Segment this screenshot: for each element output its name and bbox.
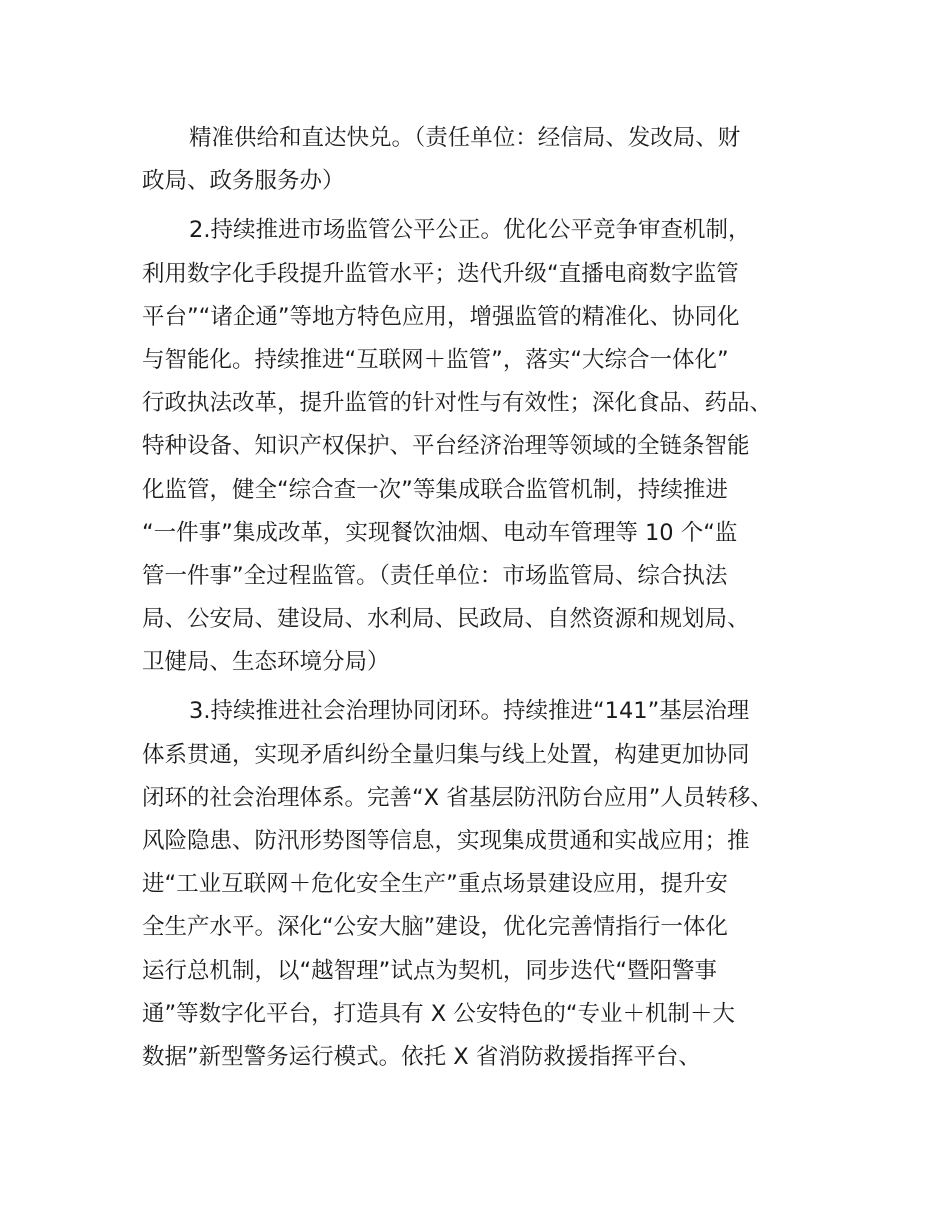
document-body [142,117,822,1079]
paragraph-1 [142,117,822,203]
text-line: 数据”新型警务运行模式。依托 X 省消防救援指挥平台、 [142,1043,701,1070]
text-line: 风险隐患、防汛形势图等信息，实现集成贯通和实战应用；推 [142,828,750,854]
text-line: “一件事”集成改革，实现餐饮油烟、电动车管理等 10 个“监 [142,519,738,546]
text-line: 卫健局、生态环境分局） [142,649,390,676]
text-line: 化监管，健全“综合查一次”等集成联合监管机制，持续推进 [142,476,728,503]
paragraph-3 [142,690,822,1079]
text-line: 局、公安局、建设局、水利局、民政局、自然资源和规划局、 [142,606,750,633]
text-line: 进“工业互联网＋危化安全生产”重点场景建设应用，提升安 [142,871,728,898]
text-line: 闭环的社会治理体系。完善“X 省基层防汛防台应用”人员转移、 [142,784,773,811]
text-line: 平台”“诸企通”等地方特色应用，增强监管的精准化、协同化 [142,303,740,330]
text-line: 管一件事”全过程监管。（责任单位：市场监管局、综合执法 [142,562,728,589]
text-line: 与智能化。持续推进“互联网＋监管”，落实“大综合一体化” [142,346,729,373]
text-line: 精准供给和直达快兑。（责任单位：经信局、发改局、财 [189,125,741,151]
text-line: 利用数字化手段提升监管水平；迭代升级“直播电商数字监管 [142,260,739,287]
text-line: 体系贯通，实现矛盾纠纷全量归集与线上处置，构建更加协同 [142,741,750,768]
text-line: 3.持续推进社会治理协同闭环。持续推进“141”基层治理 [189,698,750,725]
text-line: 通”等数字化平台，打造具有 X 公安特色的“专业＋机制＋大 [142,1000,736,1027]
text-line: 特种设备、知识产权保护、平台经济治理等领域的全链条智能 [142,433,750,460]
text-line: 2.持续推进市场监管公平公正。优化公平竞争审查机制， [189,217,751,244]
paragraph-2 [142,209,822,684]
text-line: 运行总机制，以“越智理”试点为契机，同步迭代“暨阳警事 [142,957,717,984]
text-line: 行政执法改革，提升监管的针对性与有效性；深化食品、药品、 [142,390,773,417]
text-line: 全生产水平。深化“公安大脑”建设，优化完善情指行一体化 [142,914,728,941]
text-line: 政局、政务服务办） [142,168,345,195]
